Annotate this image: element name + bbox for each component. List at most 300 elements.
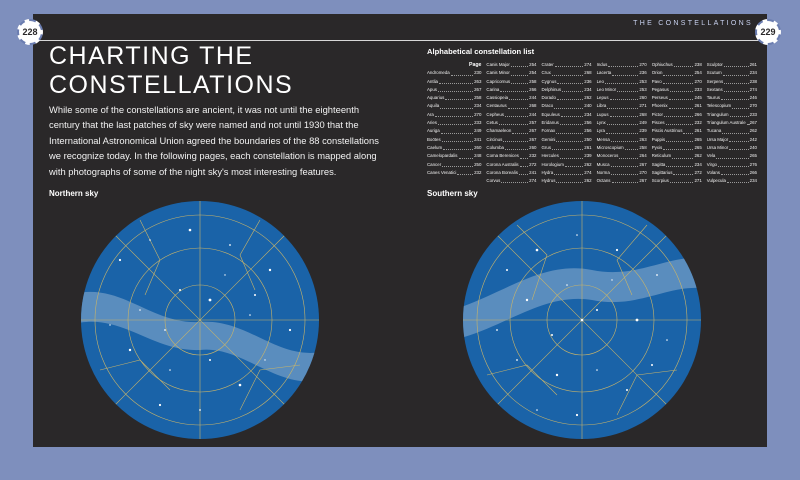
constellation-entry bbox=[427, 94, 481, 102]
constellation-entry bbox=[707, 127, 757, 135]
constellation-page: 250 bbox=[584, 136, 592, 142]
leader-dots bbox=[664, 111, 694, 117]
leader-dots bbox=[617, 86, 638, 92]
constellation-entry bbox=[597, 111, 647, 119]
leader-dots bbox=[610, 111, 639, 117]
leader-dots bbox=[608, 61, 638, 67]
constellation-page: 232 bbox=[474, 169, 482, 175]
constellation-entry bbox=[707, 69, 757, 77]
constellation-list-column bbox=[427, 61, 481, 185]
leader-dots bbox=[519, 169, 528, 175]
constellation-page: 262 bbox=[584, 95, 592, 101]
constellation-page: 262 bbox=[584, 178, 592, 184]
leader-dots bbox=[723, 69, 749, 75]
constellation-entry bbox=[427, 169, 481, 177]
constellation-entry bbox=[597, 86, 647, 94]
leader-dots bbox=[674, 61, 694, 67]
constellation-name: Cetus bbox=[486, 120, 498, 126]
constellation-name: Sextans bbox=[706, 86, 723, 92]
leader-dots bbox=[721, 169, 749, 175]
constellation-list-title: Alphabetical constellation list bbox=[427, 47, 535, 56]
constellation-list-column bbox=[597, 61, 647, 185]
constellation-entry bbox=[652, 144, 702, 152]
constellation-name: Vela bbox=[706, 153, 716, 159]
constellation-name: Hydra bbox=[541, 169, 554, 175]
constellation-name: Eridanus bbox=[541, 120, 559, 126]
constellation-name: Scorpius bbox=[651, 178, 669, 184]
leader-dots bbox=[560, 152, 583, 158]
constellation-page: 263 bbox=[474, 78, 482, 84]
constellation-page: 260 bbox=[474, 144, 482, 150]
leader-dots bbox=[611, 136, 639, 142]
leader-dots bbox=[511, 78, 528, 84]
constellation-entry bbox=[707, 119, 757, 127]
constellation-page: 270 bbox=[474, 111, 482, 117]
constellation-entry bbox=[707, 177, 757, 185]
constellation-page: 234 bbox=[749, 70, 757, 76]
constellation-page: 267 bbox=[639, 161, 647, 167]
northern-sky-label: Northern sky bbox=[49, 189, 99, 198]
constellation-page: 264 bbox=[639, 153, 647, 159]
constellation-page: 261 bbox=[749, 62, 757, 67]
constellation-list-column bbox=[486, 61, 536, 185]
leader-dots bbox=[556, 136, 583, 142]
constellation-name: Columba bbox=[486, 144, 504, 150]
constellation-name: Ursa Major bbox=[706, 136, 729, 142]
constellation-page: 274 bbox=[749, 86, 757, 92]
constellation-entry bbox=[427, 102, 481, 110]
constellation-name: Tucana bbox=[706, 128, 722, 134]
constellation-name: Indus bbox=[596, 62, 608, 67]
leader-dots bbox=[459, 152, 474, 158]
constellation-page: 234 bbox=[584, 111, 592, 117]
constellation-name: Horologium bbox=[541, 161, 564, 167]
leader-dots bbox=[729, 144, 748, 150]
constellation-entry bbox=[427, 127, 481, 135]
leader-dots bbox=[724, 78, 749, 84]
title-line-1: CHARTING THE bbox=[49, 42, 254, 70]
constellation-name: Crater bbox=[541, 62, 554, 67]
constellation-name: Pegasus bbox=[651, 86, 669, 92]
constellation-entry bbox=[652, 111, 702, 119]
leader-dots bbox=[451, 69, 473, 75]
leader-dots bbox=[556, 177, 583, 183]
constellation-name: Serpens bbox=[706, 78, 724, 84]
constellation-entry bbox=[427, 78, 481, 86]
constellation-name: Corvus bbox=[486, 178, 501, 184]
constellation-entry bbox=[652, 177, 702, 185]
constellation-entry bbox=[542, 61, 592, 69]
constellation-page: 263 bbox=[639, 136, 647, 142]
leader-dots bbox=[435, 111, 473, 117]
constellation-name: Norma bbox=[596, 169, 610, 175]
page-number-left: 228 bbox=[17, 19, 43, 45]
constellation-entry bbox=[707, 94, 757, 102]
constellation-entry bbox=[542, 127, 592, 135]
leader-dots bbox=[440, 102, 473, 108]
constellation-entry bbox=[652, 69, 702, 77]
southern-sky-map bbox=[462, 200, 702, 440]
constellation-page: 270 bbox=[639, 169, 647, 175]
constellation-name: Camelopardalis bbox=[427, 153, 458, 159]
leader-dots bbox=[730, 111, 749, 117]
constellation-entry bbox=[707, 78, 757, 86]
constellation-name: Cepheus bbox=[486, 111, 504, 117]
constellation-page: 250 bbox=[474, 161, 482, 167]
leader-dots bbox=[457, 169, 473, 175]
constellation-name: Carina bbox=[486, 86, 500, 92]
leader-dots bbox=[501, 177, 528, 183]
leader-dots bbox=[669, 102, 694, 108]
constellation-name: Fornax bbox=[541, 128, 556, 134]
leader-dots bbox=[612, 69, 638, 75]
constellation-name: Musca bbox=[596, 161, 610, 167]
constellation-page: 233 bbox=[694, 86, 702, 92]
constellation-entry bbox=[427, 86, 481, 94]
constellation-name: Auriga bbox=[427, 128, 440, 134]
leader-dots bbox=[672, 152, 693, 158]
constellation-entry bbox=[652, 102, 702, 110]
constellation-name: Capricornus bbox=[486, 78, 511, 84]
northern-sky-map bbox=[80, 200, 320, 440]
leader-dots bbox=[666, 136, 693, 142]
constellation-entry bbox=[542, 161, 592, 169]
leader-dots bbox=[716, 152, 748, 158]
constellation-entry bbox=[486, 61, 536, 69]
leader-dots bbox=[562, 86, 583, 92]
constellation-entry bbox=[542, 152, 592, 160]
leader-dots bbox=[508, 102, 529, 108]
constellation-name: Caelum bbox=[427, 144, 443, 150]
constellation-name: Reticulum bbox=[651, 153, 672, 159]
constellation-name: Lepus bbox=[596, 95, 609, 101]
constellation-entry bbox=[427, 69, 481, 77]
constellation-name: Antlia bbox=[427, 78, 438, 84]
leader-dots bbox=[442, 136, 473, 142]
leader-dots bbox=[511, 61, 528, 67]
constellation-entry bbox=[652, 119, 702, 127]
constellation-name: Canes Venatici bbox=[427, 169, 457, 175]
constellation-page: 232 bbox=[529, 153, 537, 159]
constellation-page: 254 bbox=[529, 70, 537, 76]
constellation-page: 240 bbox=[584, 103, 592, 109]
constellation-entry bbox=[427, 152, 481, 160]
constellation-page: 261 bbox=[584, 144, 592, 150]
constellation-page: 244 bbox=[529, 95, 537, 101]
constellation-page: 270 bbox=[749, 103, 757, 109]
constellation-boundaries bbox=[80, 200, 320, 440]
constellation-entry bbox=[597, 136, 647, 144]
constellation-page: 274 bbox=[584, 62, 592, 67]
constellation-name: Lyra bbox=[596, 128, 605, 134]
constellation-name: Centaurus bbox=[486, 103, 507, 109]
constellation-page: 234 bbox=[694, 161, 702, 167]
constellation-name: Taurus bbox=[706, 95, 720, 101]
constellation-page: 254 bbox=[694, 70, 702, 76]
constellation-name: Octans bbox=[596, 178, 611, 184]
constellation-page: 272 bbox=[694, 169, 702, 175]
constellation-name: Sculptor bbox=[706, 62, 723, 67]
constellation-name: Hydrus bbox=[541, 178, 556, 184]
constellation-entry bbox=[542, 177, 592, 185]
constellation-name: Dorado bbox=[541, 95, 556, 101]
constellation-entry bbox=[486, 119, 536, 127]
leader-dots bbox=[438, 86, 473, 92]
leader-dots bbox=[505, 144, 528, 150]
constellation-page: 271 bbox=[639, 103, 647, 109]
constellation-entry bbox=[597, 144, 647, 152]
leader-dots bbox=[439, 78, 473, 84]
constellation-page: 239 bbox=[639, 128, 647, 134]
leader-dots bbox=[663, 144, 693, 150]
constellation-name: Ara bbox=[427, 111, 434, 117]
constellation-entry bbox=[542, 136, 592, 144]
constellation-name: Lynx bbox=[596, 120, 606, 126]
constellation-entry bbox=[542, 86, 592, 94]
leader-dots bbox=[442, 161, 473, 167]
constellation-page: 254 bbox=[529, 62, 537, 67]
constellation-entry bbox=[542, 78, 592, 86]
constellation-name: Cygnus bbox=[541, 78, 557, 84]
leader-dots bbox=[565, 161, 583, 167]
constellation-entry bbox=[707, 102, 757, 110]
constellation-name: Sagitta bbox=[651, 161, 666, 167]
leader-dots bbox=[520, 152, 528, 158]
constellation-entry bbox=[652, 169, 702, 177]
constellation-entry bbox=[486, 111, 536, 119]
constellation-name: Draco bbox=[541, 103, 554, 109]
leader-dots bbox=[505, 111, 528, 117]
constellation-name: Perseus bbox=[651, 95, 668, 101]
constellation-entry bbox=[707, 152, 757, 160]
leader-dots bbox=[722, 127, 748, 133]
constellation-page: 270 bbox=[694, 78, 702, 84]
constellation-page: 233 bbox=[749, 111, 757, 117]
leader-dots bbox=[560, 119, 583, 125]
constellation-page: 268 bbox=[529, 103, 537, 109]
constellation-entry bbox=[486, 78, 536, 86]
constellation-page: 245 bbox=[694, 95, 702, 101]
constellation-page: 244 bbox=[529, 111, 537, 117]
leader-dots bbox=[556, 127, 583, 133]
constellation-entry bbox=[707, 61, 757, 69]
constellation-page: 249 bbox=[474, 128, 482, 134]
constellation-page: 248 bbox=[474, 153, 482, 159]
constellation-entry bbox=[707, 86, 757, 94]
constellation-entry bbox=[542, 102, 592, 110]
constellation-page: 274 bbox=[584, 169, 592, 175]
constellation-page: 262 bbox=[749, 128, 757, 134]
constellation-name: Libra bbox=[596, 103, 607, 109]
constellation-page: 242 bbox=[749, 136, 757, 142]
constellation-name: Orion bbox=[651, 70, 663, 76]
constellation-entry bbox=[597, 119, 647, 127]
leader-dots bbox=[669, 94, 694, 100]
leader-dots bbox=[561, 111, 583, 117]
constellation-page: 265 bbox=[694, 136, 702, 142]
leader-dots bbox=[557, 94, 583, 100]
constellation-page: 256 bbox=[584, 128, 592, 134]
constellation-name: Sagittarius bbox=[651, 169, 673, 175]
southern-sky-label: Southern sky bbox=[427, 189, 478, 198]
leader-dots bbox=[438, 119, 473, 125]
leader-dots bbox=[747, 119, 749, 125]
leader-dots bbox=[612, 177, 639, 183]
leader-dots bbox=[554, 102, 583, 108]
constellation-entry bbox=[542, 111, 592, 119]
constellation-name: Volans bbox=[706, 169, 720, 175]
constellation-name: Gemini bbox=[541, 136, 556, 142]
constellation-name: Triangulum bbox=[706, 111, 729, 117]
running-head: THE CONSTELLATIONS bbox=[633, 20, 753, 27]
constellation-page: 234 bbox=[474, 103, 482, 109]
leader-dots bbox=[611, 169, 639, 175]
constellation-page: 260 bbox=[639, 95, 647, 101]
constellation-list bbox=[427, 61, 757, 185]
constellation-page: 268 bbox=[639, 111, 647, 117]
constellation-entry bbox=[597, 78, 647, 86]
constellation-name: Microscopium bbox=[596, 144, 624, 150]
constellation-name: Piscis Austrinus bbox=[651, 128, 683, 134]
constellation-page: 267 bbox=[749, 120, 757, 126]
constellation-name: Pavo bbox=[651, 78, 662, 84]
leader-dots bbox=[605, 78, 638, 84]
constellation-page: 241 bbox=[529, 169, 537, 175]
constellation-name: Phoenix bbox=[651, 103, 668, 109]
leader-dots bbox=[663, 69, 693, 75]
title-line-2: CONSTELLATIONS bbox=[49, 71, 294, 99]
constellation-page: 276 bbox=[749, 161, 757, 167]
leader-dots bbox=[625, 144, 639, 150]
constellation-entry bbox=[486, 152, 536, 160]
page-number-right: 229 bbox=[755, 19, 781, 45]
leader-dots bbox=[670, 86, 694, 92]
page-column-heading: Page bbox=[469, 62, 482, 68]
constellation-name: Delphinus bbox=[541, 86, 562, 92]
constellation-page: 268 bbox=[584, 70, 592, 76]
constellation-name: Monoceros bbox=[596, 153, 619, 159]
constellation-entry bbox=[486, 169, 536, 177]
constellation-page: 241 bbox=[474, 136, 482, 142]
constellation-name: Puppis bbox=[651, 136, 666, 142]
constellation-name: Ursa Minor bbox=[706, 144, 729, 150]
leader-dots bbox=[552, 144, 583, 150]
constellation-entry bbox=[542, 94, 592, 102]
constellation-name: Leo bbox=[596, 78, 604, 84]
constellation-name: Chamaeleon bbox=[486, 128, 512, 134]
constellation-page: 261 bbox=[694, 103, 702, 109]
constellation-page: 265 bbox=[694, 144, 702, 150]
leader-dots bbox=[445, 94, 473, 100]
constellation-name: Mensa bbox=[596, 136, 610, 142]
constellation-name: Cancer bbox=[427, 161, 442, 167]
constellation-entry bbox=[486, 86, 536, 94]
constellation-entry bbox=[597, 169, 647, 177]
constellation-name: Lupus bbox=[596, 111, 609, 117]
leader-dots bbox=[607, 102, 638, 108]
leader-dots bbox=[511, 69, 528, 75]
constellation-entry bbox=[597, 161, 647, 169]
constellation-entry bbox=[707, 136, 757, 144]
constellation-entry bbox=[486, 177, 536, 185]
leader-dots bbox=[724, 86, 749, 92]
constellation-entry bbox=[427, 119, 481, 127]
constellation-page: 238 bbox=[694, 62, 702, 67]
constellation-entry bbox=[652, 136, 702, 144]
leader-dots bbox=[666, 119, 694, 125]
constellation-page: 256 bbox=[584, 120, 592, 126]
constellation-name: Ophiuchus bbox=[651, 62, 673, 67]
constellation-name: Triangulum Australe bbox=[706, 120, 746, 126]
constellation-entry bbox=[652, 86, 702, 94]
constellation-name: Canis Major bbox=[486, 62, 510, 67]
constellation-page: 271 bbox=[694, 178, 702, 184]
constellation-page: 234 bbox=[749, 178, 757, 184]
leader-dots bbox=[673, 169, 693, 175]
constellation-name: Cassiopeia bbox=[486, 95, 509, 101]
constellation-page: 234 bbox=[584, 86, 592, 92]
constellation-name: Coma Berenices bbox=[486, 153, 519, 159]
constellation-page: 262 bbox=[584, 161, 592, 167]
constellation-entry bbox=[486, 69, 536, 77]
constellation-page: 262 bbox=[694, 153, 702, 159]
leader-dots bbox=[500, 86, 528, 92]
constellation-name: Canis Minor bbox=[486, 70, 510, 76]
constellation-entry bbox=[427, 161, 481, 169]
constellation-entry bbox=[542, 119, 592, 127]
constellation-name: Scutum bbox=[706, 70, 722, 76]
constellation-entry bbox=[597, 152, 647, 160]
constellation-page: 267 bbox=[529, 136, 537, 142]
constellation-entry bbox=[486, 136, 536, 144]
intro-paragraph: While some of the constellations are ancient, it was not until the eighteenth century that the last patches of sky were named and not until 1930 that the International Astronomical Union agreed the boundaries of the 88 constellations we recognize today. In the following pages, each constellation is mapped along with photographs of some of the night sky's most interesting features. bbox=[49, 104, 379, 177]
constellation-page: 265 bbox=[749, 153, 757, 159]
constellation-page: 261 bbox=[694, 128, 702, 134]
constellation-name: Circinus bbox=[486, 136, 503, 142]
constellation-entry bbox=[597, 94, 647, 102]
constellation-entry bbox=[597, 177, 647, 185]
constellation-entry bbox=[427, 144, 481, 152]
constellation-page: 260 bbox=[529, 144, 537, 150]
constellation-page: 249 bbox=[639, 120, 647, 126]
constellation-name: Boötes bbox=[427, 136, 441, 142]
leader-dots bbox=[512, 127, 528, 133]
leader-dots bbox=[721, 94, 749, 100]
header-rule bbox=[33, 40, 767, 41]
leader-dots bbox=[718, 161, 749, 167]
constellation-name: Pictor bbox=[651, 111, 663, 117]
leader-dots bbox=[670, 177, 694, 183]
leader-dots bbox=[520, 161, 529, 167]
constellation-name: Apus bbox=[427, 86, 438, 92]
constellation-name: Grus bbox=[541, 144, 552, 150]
constellation-entry bbox=[427, 136, 481, 144]
leader-dots bbox=[607, 119, 639, 125]
constellation-page: 257 bbox=[529, 120, 537, 126]
constellation-page: 258 bbox=[639, 144, 647, 150]
constellation-entry bbox=[652, 61, 702, 69]
constellation-entry bbox=[427, 111, 481, 119]
leader-dots bbox=[732, 102, 748, 108]
constellation-page: 253 bbox=[639, 86, 647, 92]
leader-dots bbox=[663, 78, 694, 84]
constellation-entry bbox=[707, 111, 757, 119]
leader-dots bbox=[499, 119, 528, 125]
constellation-entry bbox=[597, 61, 647, 69]
leader-dots bbox=[611, 161, 639, 167]
leader-dots bbox=[666, 161, 693, 167]
constellation-name: Aries bbox=[427, 120, 438, 126]
